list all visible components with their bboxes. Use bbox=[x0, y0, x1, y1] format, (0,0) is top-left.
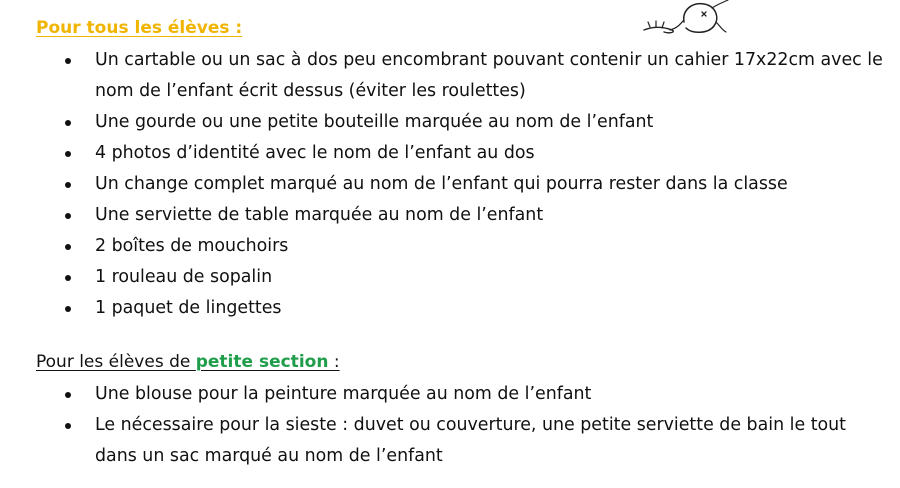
bullet-icon bbox=[65, 120, 71, 126]
bullet-icon bbox=[65, 392, 71, 398]
list-item bbox=[0, 231, 900, 262]
list-item bbox=[0, 379, 900, 410]
bullet-icon bbox=[65, 151, 71, 157]
list-item-text: 2 boîtes de mouchoirs bbox=[95, 236, 289, 256]
section-heading-petite-section bbox=[36, 351, 340, 373]
list-item bbox=[0, 262, 900, 293]
list-item bbox=[0, 200, 900, 231]
list-item-text: 1 rouleau de sopalin bbox=[95, 267, 273, 287]
list-item bbox=[0, 169, 900, 200]
list-item-text: Une gourde ou une petite bouteille marquée au nom de l’enfant bbox=[95, 112, 654, 132]
list-item-text: nom de l’enfant écrit dessus (éviter les roulettes) bbox=[95, 81, 526, 101]
character-sketch-icon bbox=[640, 0, 730, 36]
list-item-text: dans un sac marqué au nom de l’enfant bbox=[95, 446, 443, 466]
list-item-text: Une blouse pour la peinture marquée au nom de l’enfant bbox=[95, 384, 592, 404]
heading-highlight: petite section bbox=[195, 352, 329, 372]
bullet-icon bbox=[65, 306, 71, 312]
list-item-text: 4 photos d’identité avec le nom de l’enfant au dos bbox=[95, 143, 535, 163]
list-item bbox=[0, 293, 900, 324]
supply-list-petite-section bbox=[0, 379, 900, 472]
heading-suffix: : bbox=[328, 352, 340, 372]
list-item-text: Un cartable ou un sac à dos peu encombrant pouvant contenir un cahier 17x22cm avec le bbox=[95, 50, 883, 70]
list-item bbox=[0, 45, 900, 107]
list-item-text: 1 paquet de lingettes bbox=[95, 298, 282, 318]
bullet-icon bbox=[65, 182, 71, 188]
list-item-text: Un change complet marqué au nom de l’enfant qui pourra rester dans la classe bbox=[95, 174, 788, 194]
supply-list-all-students bbox=[0, 45, 900, 324]
list-item bbox=[0, 138, 900, 169]
heading-prefix: Pour les élèves de bbox=[36, 352, 196, 372]
list-item bbox=[0, 410, 900, 472]
section-heading-all-students: Pour tous les élèves : bbox=[36, 18, 243, 38]
bullet-icon bbox=[65, 244, 71, 250]
bullet-icon bbox=[65, 275, 71, 281]
list-item-text: Le nécessaire pour la sieste : duvet ou couverture, une petite serviette de bain le tout bbox=[95, 415, 846, 435]
list-item bbox=[0, 107, 900, 138]
bullet-icon bbox=[65, 58, 71, 64]
bullet-icon bbox=[65, 423, 71, 429]
bullet-icon bbox=[65, 213, 71, 219]
list-item-text: Une serviette de table marquée au nom de l’enfant bbox=[95, 205, 544, 225]
